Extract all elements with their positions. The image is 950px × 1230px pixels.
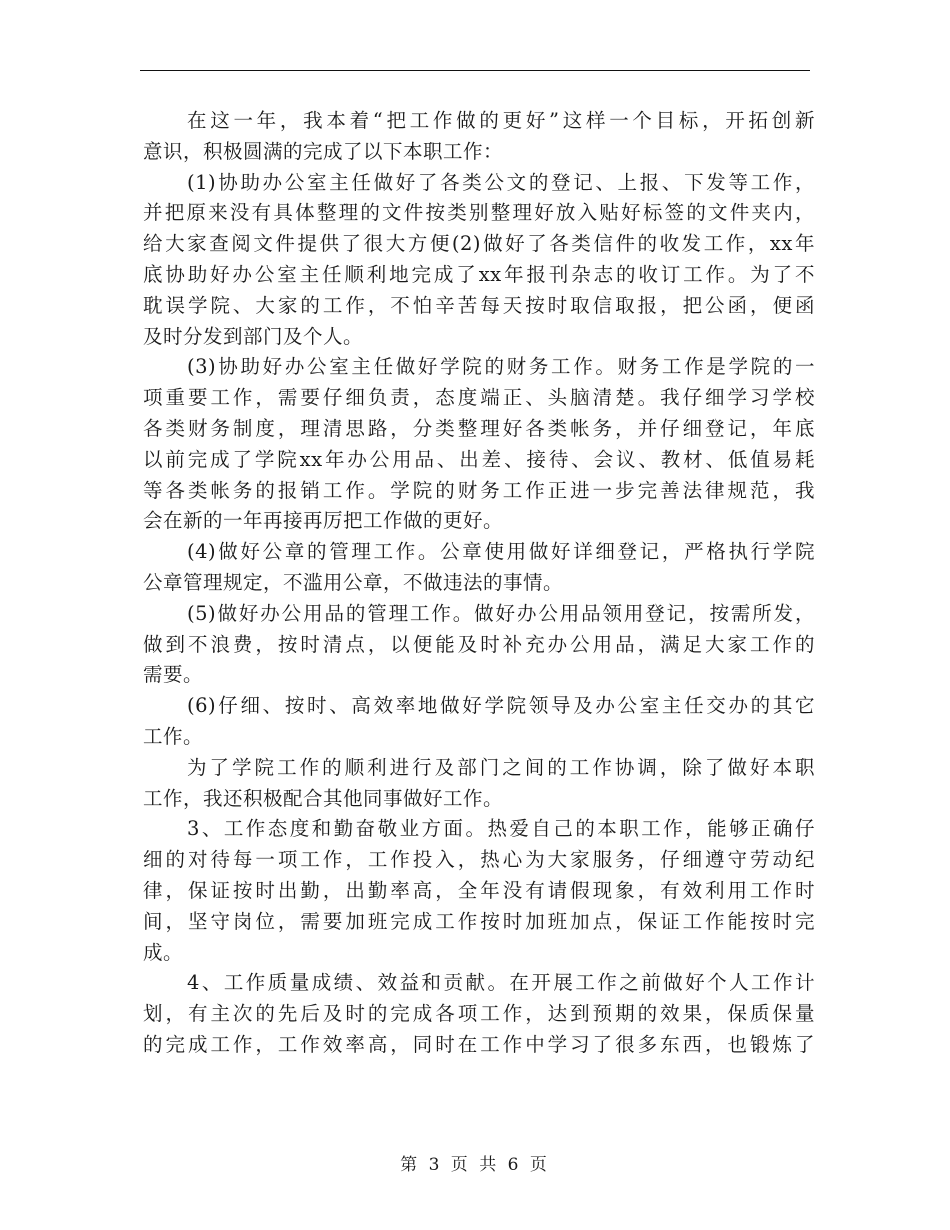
text-line: (6)仔细、按时、高效率地做好学院领导及办公室主任交办的其它 [187,694,815,718]
text-line: 4、工作质量成绩、效益和贡献。在开展工作之前做好个人工作计 [187,971,815,995]
text-line: 耽误学院、大家的工作，不怕辛苦每天按时取信取报，把公函，便函 [143,293,815,317]
text-line: 以前完成了学院xx年办公用品、出差、接待、会议、教材、低值易耗 [143,447,815,471]
text-line: 并把原来没有具体整理的文件按类别整理好放入贴好标签的文件夹内， [143,201,815,225]
text-line: 等各类帐务的报销工作。学院的财务工作正进一步完善法律规范，我 [143,478,815,502]
text-line: 给大家查阅文件提供了很大方便(2)做好了各类信件的收发工作，xx年 [143,232,815,256]
text-line: (1)协助办公室主任做好了各类公文的登记、上报、下发等工作， [187,170,815,194]
text-line: 细的对待每一项工作，工作投入，热心为大家服务，仔细遵守劳动纪 [143,848,815,872]
paragraph [143,599,815,691]
text-line: 会在新的一年再接再厉把工作做的更好。 [143,509,504,533]
paragraph [143,814,815,968]
text-line: 间，坚守岗位，需要加班完成工作按时加班加点，保证工作能按时完 [143,909,815,933]
paragraph [143,537,815,599]
text-line: 公章管理规定，不滥用公章，不做违法的事情。 [143,570,564,594]
text-line: 底协助好办公室主任顺利地完成了xx年报刊杂志的收订工作。为了不 [143,262,815,286]
text-line: 工作，我还积极配合其他同事做好工作。 [143,786,504,810]
text-line: 的完成工作，工作效率高，同时在工作中学习了很多东西，也锻炼了 [143,1032,815,1056]
text-line: 做到不浪费，按时清点，以便能及时补充办公用品，满足大家工作的 [143,632,815,656]
paragraph [143,691,815,753]
header-rule [140,70,810,71]
text-line: 在这一年，我本着“把工作做的更好”这样一个目标，开拓创新 [187,109,815,132]
paragraph [143,753,815,815]
document-body [143,106,815,1061]
text-line: 工作。 [143,724,204,748]
paragraph [143,168,815,353]
paragraph [143,106,815,168]
text-line: (3)协助好办公室主任做好学院的财务工作。财务工作是学院的一 [187,355,815,379]
page-footer: 第 3 页 共 6 页 [400,1155,550,1175]
text-line: 划，有主次的先后及时的完成各项工作，达到预期的效果，保质保量 [143,1002,815,1026]
text-line: 意识，积极圆满的完成了以下本职工作： [143,139,504,163]
text-line: (4)做好公章的管理工作。公章使用做好详细登记，严格执行学院 [187,540,815,564]
text-line: 成。 [143,940,184,964]
text-line: 3、工作态度和勤奋敬业方面。热爱自己的本职工作，能够正确仔 [187,817,815,841]
paragraph [143,352,815,537]
text-line: 律，保证按时出勤，出勤率高，全年没有请假现象，有效利用工作时 [143,878,815,902]
paragraph [143,968,815,1060]
text-line: (5)做好办公用品的管理工作。做好办公用品领用登记，按需所发， [187,601,815,625]
text-line: 为了学院工作的顺利进行及部门之间的工作协调，除了做好本职 [187,755,815,779]
text-line: 需要。 [143,663,204,687]
text-line: 及时分发到部门及个人。 [143,324,364,348]
text-line: 各类财务制度，理清思路，分类整理好各类帐务，并仔细登记，年底 [143,416,815,440]
text-line: 项重要工作，需要仔细负责，态度端正、头脑清楚。我仔细学习学校 [143,386,815,410]
